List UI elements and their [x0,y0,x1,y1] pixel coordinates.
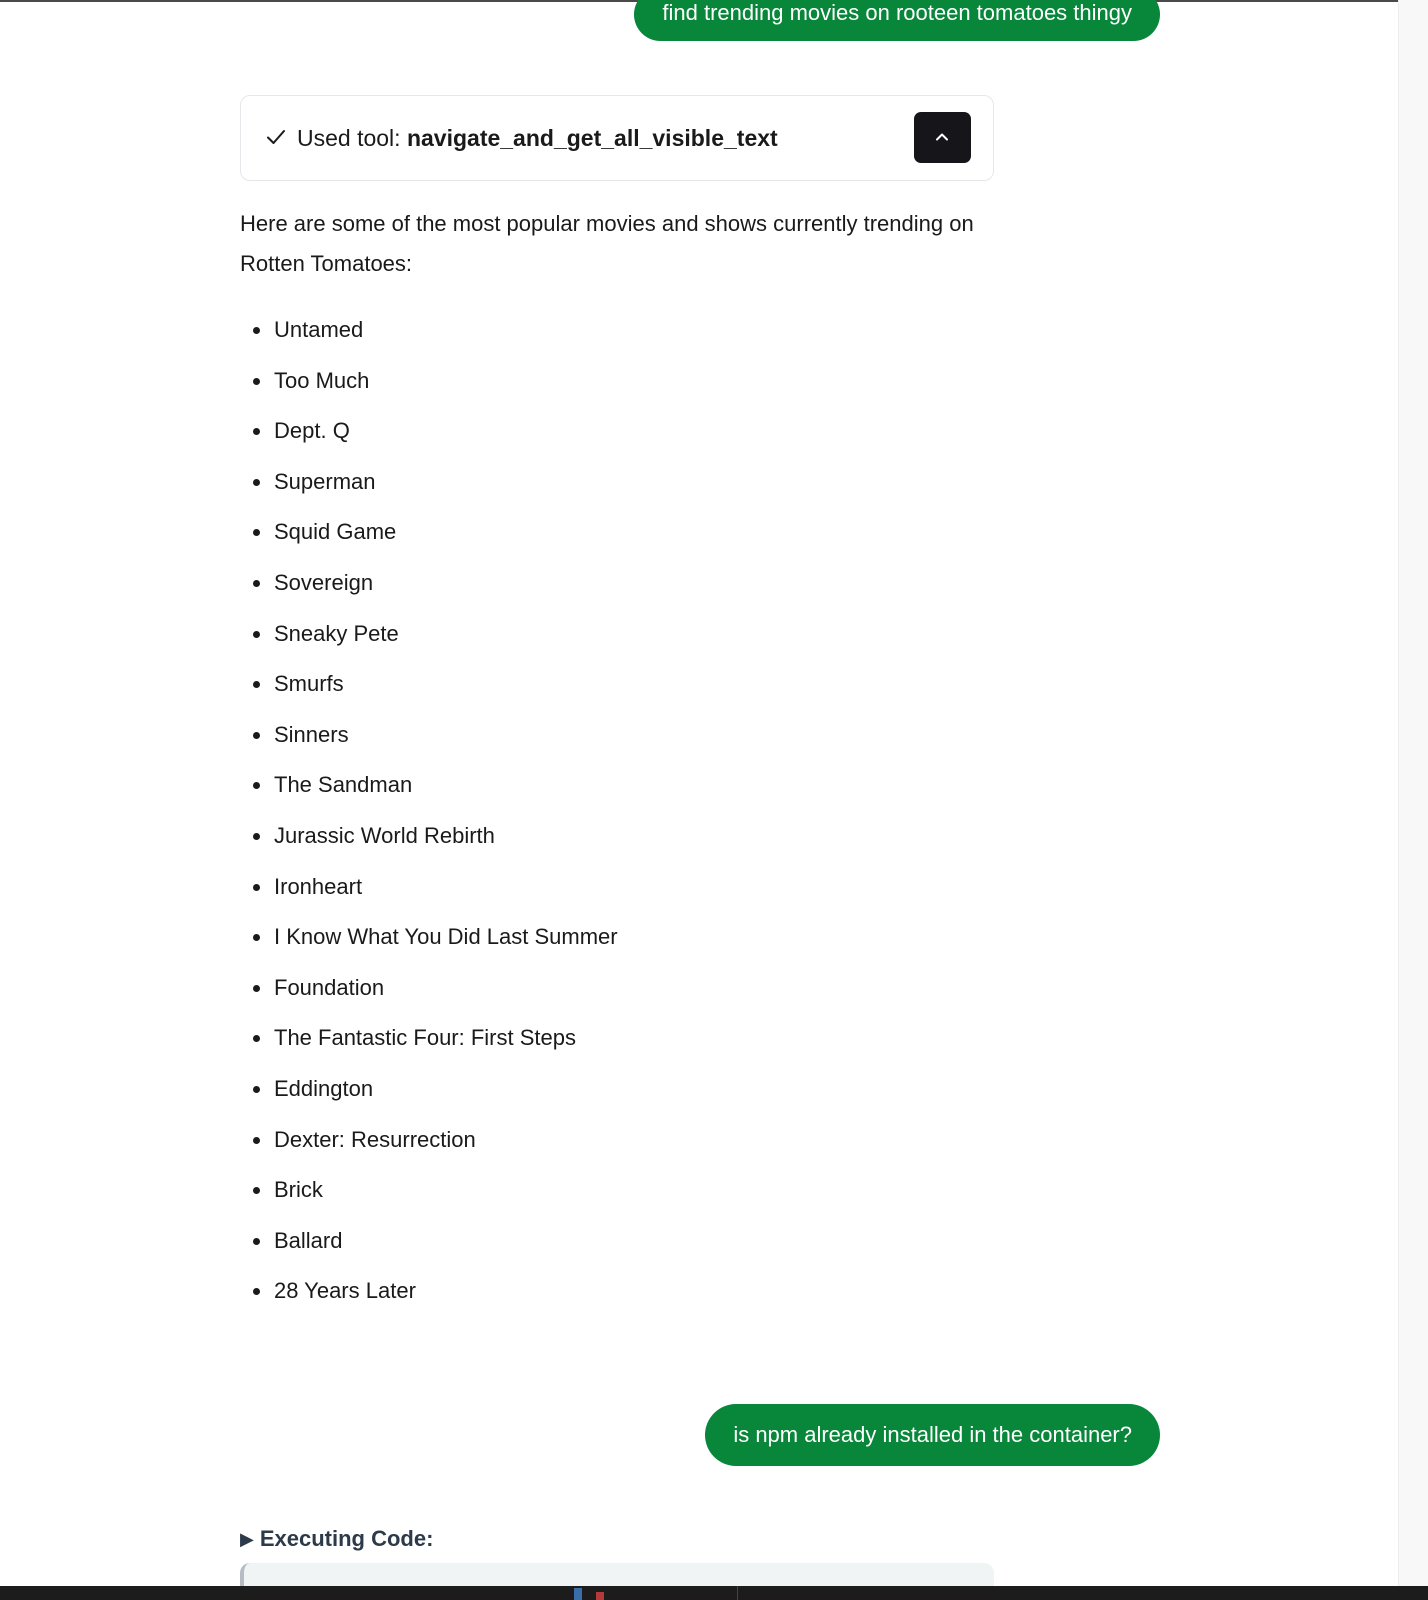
list-item [240,356,618,407]
scroll-gutter [1398,0,1428,1600]
list-item [240,305,618,356]
list-item [240,659,618,710]
tool-call-name: navigate_and_get_all_visible_text [406,125,778,151]
list-item [240,710,618,761]
list-item [240,963,618,1014]
bullet-icon [253,479,260,486]
user-message-bubble [705,1404,1160,1466]
list-item-text: Dexter: Resurrection [274,1126,476,1152]
user-message-text: is npm already installed in the container? [733,1422,1132,1447]
list-item-text: Dept. Q [274,418,350,444]
collapse-tool-button[interactable] [914,112,971,163]
bullet-icon [253,428,260,435]
list-item-text: Ironheart [274,873,363,899]
bullet-icon [253,934,260,941]
user-message-text: find trending movies on rooteen tomatoes thingy [662,0,1132,25]
tool-call-label [297,123,778,153]
bullet-icon [253,681,260,688]
check-icon [265,126,287,148]
list-item [240,406,618,457]
bullet-icon [253,1137,260,1144]
list-item-text: 28 Years Later [274,1278,416,1304]
list-item [240,811,618,862]
bullet-icon [253,985,260,992]
tool-call-prefix: Used tool: [297,125,407,151]
list-item-text: I Know What You Did Last Summer [274,924,618,950]
bullet-icon [253,782,260,789]
list-item-text: Too Much [274,367,370,393]
list-item [240,862,618,913]
list-item [240,457,618,508]
list-item [240,609,618,660]
list-item-text: Brick [274,1177,323,1203]
list-item [240,1115,618,1166]
bullet-icon [253,1035,260,1042]
list-item-text: The Fantastic Four: First Steps [274,1025,576,1051]
taskbar [0,1586,1428,1600]
bullet-icon [253,631,260,638]
bullet-icon [253,1086,260,1093]
bullet-icon [253,529,260,536]
list-item [240,1013,618,1064]
chevron-up-icon [935,130,949,144]
bullet-icon [253,1238,260,1245]
bullet-icon [253,884,260,891]
list-item-text: Sinners [274,721,349,747]
list-item [240,1165,618,1216]
bullet-icon [253,732,260,739]
executing-code-label: Executing Code: [259,1526,434,1551]
list-item [240,1216,618,1267]
taskbar-app-icon[interactable] [574,1588,582,1600]
list-item-text: Squid Game [274,519,397,545]
bullet-icon [253,580,260,587]
list-item [240,1266,618,1317]
list-item-text: Jurassic World Rebirth [274,822,495,848]
executing-code-toggle[interactable] [240,1524,433,1555]
bullet-icon [253,833,260,840]
bullet-icon [253,1288,260,1295]
trending-list [240,305,618,1317]
list-item-text: Untamed [274,317,364,342]
bullet-icon [253,378,260,385]
taskbar-app-icon[interactable] [596,1592,604,1600]
bullet-icon [253,1187,260,1194]
list-item-text: Sneaky Pete [274,620,399,646]
list-item [240,507,618,558]
list-item-text: Eddington [274,1075,374,1101]
tool-call-card [240,95,994,181]
list-item-text: Smurfs [274,671,344,697]
list-item-text: Foundation [274,974,385,1000]
list-item [240,912,618,963]
list-item [240,1064,618,1115]
user-message-bubble [634,0,1160,41]
list-item [240,558,618,609]
list-item-text: The Sandman [274,772,413,798]
list-item-text: Ballard [274,1227,343,1253]
assistant-intro-text: Here are some of the most popular movies and shows currently trending on Rotten Tomatoes: [240,211,974,276]
list-item-text: Sovereign [274,569,374,595]
list-item-text: Superman [274,468,376,494]
triangle-right-icon: ▶ [240,1529,254,1549]
taskbar-divider [737,1586,738,1600]
list-item [240,760,618,811]
bullet-icon [253,327,260,334]
